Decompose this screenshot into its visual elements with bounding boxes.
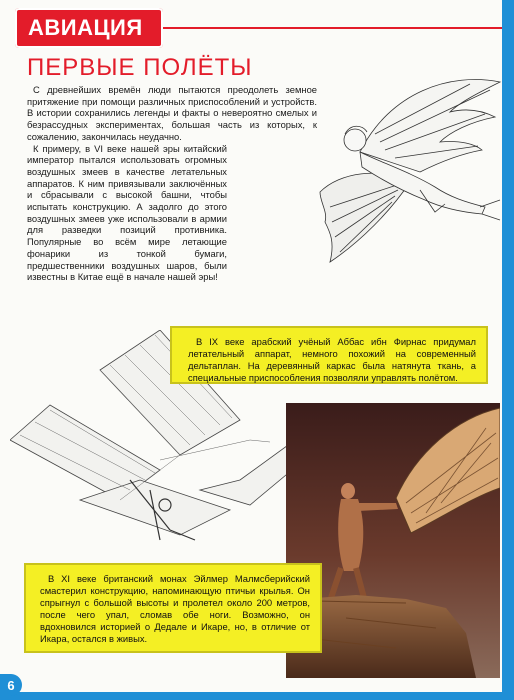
section-rule [163,27,502,29]
callout-eilmer [24,563,322,653]
bottom-band [0,692,514,700]
callout-bottom-text: В XI веке британский монах Эйлмер Малмсберийский смастерил конструкцию, напоминающую птичьи крылья. Он спрыгнул с большой высоты и пролетел около 200 метров, после чего упал, сломав обе ноги. Возможно, он вдохновился историей о Дедале и Икаре, но, в отличие от Икара, остался в живых. [40,573,310,644]
winged-man-illustration [300,72,505,282]
section-label: АВИАЦИЯ [28,15,143,40]
page-number: 6 [0,674,22,696]
intro-text [27,84,317,283]
page-title: ПЕРВЫЕ ПОЛЁТЫ [27,54,253,81]
callout-top-text: В IX веке арабский учёный Аббас ибн Фирнас придумал летательный аппарат, немного похожий на современный дельтаплан. На деревянный каркас была натянута ткань, а специальные приспособления позволяли управлять полётом. [188,336,476,383]
callout-ibn-firnas [170,326,488,384]
intro-paragraph: К примеру, в VI веке нашей эры китайский император пытался использовать огромных воздушных змеев в качестве летательных аппаратов. К ним привязывали заключённых и сбрасывали с высокой башни, чтобы испытать конструкцию. А задолго до этого воздушных змеев уже использовали в армии для разведки позиций противника. Популярные во всём мире летающие фонарики из тонкой бумаги, предшественники воздушных шаров, были известны в Китае ещё в начале нашей эры! [27,142,227,283]
section-tab [15,8,163,48]
intro-paragraph: С древнейших времён люди пытаются преодолеть земное притяжение при помощи различных приспособлений и устройств. В истории сохранились легенды и факты о невероятно смелых и безрассудных экспериментах, большая часть из которых, к сожалению, закончилась неудачно. [27,84,317,142]
